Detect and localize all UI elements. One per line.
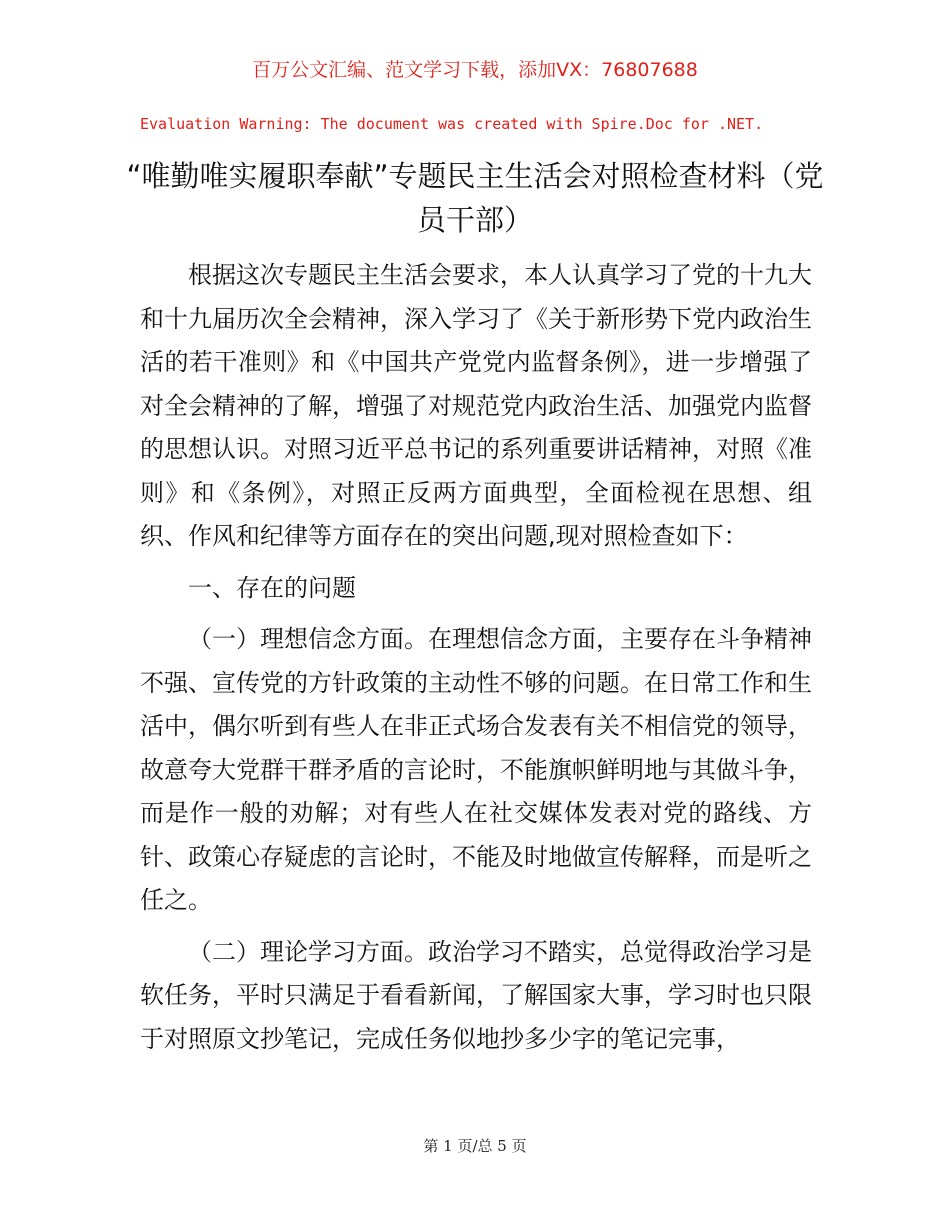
document-title: “唯勤唯实履职奉献”专题民主生活会对照检查材料（党员干部） [126,159,824,237]
body-paragraph: （一）理想信念方面。在理想信念方面，主要存在斗争精神不强、宣传党的方针政策的主动性不够的问题。在日常工作和生活中，偶尔听到有些人在非正式场合发表有关不相信党的领导，故意夸大党群干群矛盾的言论时，不能旗帜鲜明地与其做斗争，而是作一般的劝解；对有些人在社交媒体发表对党的路线、方针、政策心存疑虑的言论时，不能及时地做宣传解释，而是听之任之。 [140,625,812,914]
section-heading: 一、存在的问题 [188,573,356,602]
evaluation-warning: Evaluation Warning: The document was created with Spire.Doc for .NET. [140,115,764,133]
promo-banner: 百万公文汇编、范文学习下载，添加VX：76807688 [252,59,698,81]
page-number: 第 1 页/总 5 页 [423,1137,527,1155]
document-body [140,254,812,1061]
intro-paragraph: 根据这次专题民主生活会要求，本人认真学习了党的十九大和十九届历次全会精神，深入学习了《关于新形势下党内政治生活的若干准则》和《中国共产党党内监督条例》，进一步增强了对全会精神的了解，增强了对规范党内政治生活、加强党内监督的思想认识。对照习近平总书记的系列重要讲话精神，对照《准则》和《条例》，对照正反两方面典型，全面检视在思想、组织、作风和纪律等方面存在的突出问题,现对照检查如下： [140,261,812,550]
body-paragraph: （二）理论学习方面。政治学习不踏实，总觉得政治学习是软任务，平时只满足于看看新闻，了解国家大事，学习时也只限于对照原文抄笔记，完成任务似地抄多少字的笔记完事， [140,937,812,1053]
